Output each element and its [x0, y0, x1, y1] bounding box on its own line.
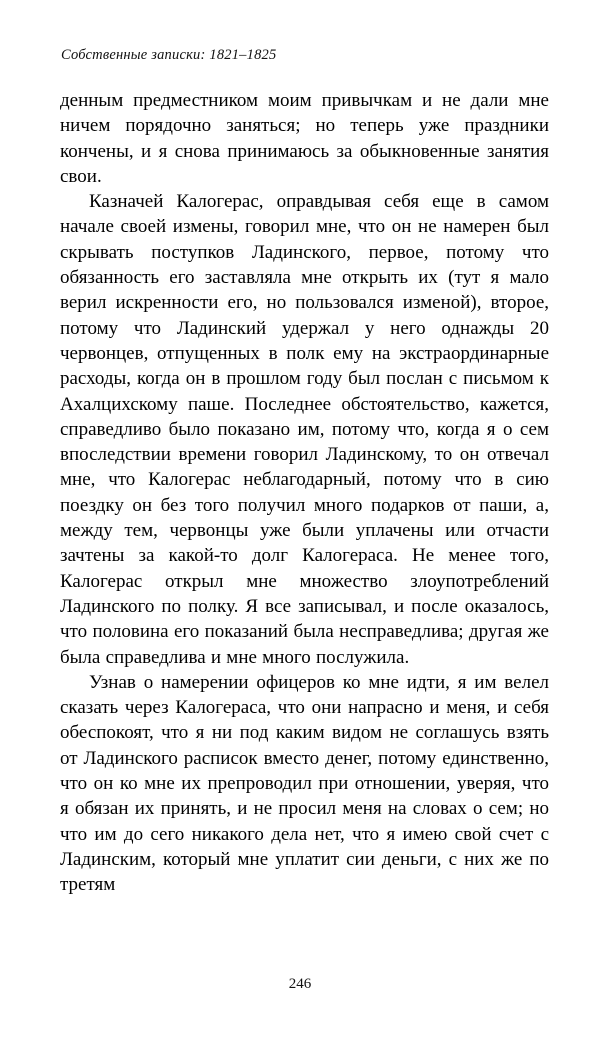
paragraph: Казначей Калогерас, оправдывая себя еще в самом начале своей измены, говорил мне, что он не намерен был скрывать поступков Ладинского, первое, потому что обязанность его заставляла мне открыть их (тут я мало верил искренности его, но пользовался изменой), второе, потому что Ладинский удержал у него однажды 20 червонцев, отпущенных в полк ему на экстраординарные расходы, когда он в прошлом году был послан с письмом к Ахалцихскому паше. Последнее обстоятельство, кажется, справедливо было показано им, потому что, когда я о сем впоследствии времени говорил Ладинскому, то он отвечал мне, что Калогерас неблагодарный, потому что в сию поездку он без того получил много подарков от паши, а, между тем, червонцы уже были уплачены или отчасти зачтены за какой-то долг Калогераса. Не менее того, Калогерас открыл мне множество злоупотреблений Ладинского по полку. Я все записывал, и после оказалось, что половина его показаний была несправедлива; другая же была справедлива и мне много послужила.: [60, 191, 549, 668]
page-number: 246: [288, 976, 312, 992]
paragraph-continuation: денным предместником моим привычкам и не дали мне ничем порядочно заняться; но теперь уже праздники кончены, и я снова принимаюсь за обыкновенные занятия свои.: [60, 90, 549, 187]
page-body: [60, 88, 549, 898]
paragraph: Узнав о намерении офицеров ко мне идти, я им велел сказать через Калогераса, что они напрасно и меня, и себя обеспокоят, что я ни под каким видом не соглашусь взять от Ладинского расписок вместо денег, потому единственно, что он ко мне их препроводил при отношении, уверяя, что я обязан их принять, и не просил меня на словах о сем; но что им до сего никакого дела нет, что я имею свой счет с Ладинским, который мне уплатит сии деньги, с них же по третям: [60, 671, 549, 896]
running-header: Собственные записки: 1821–1825: [61, 47, 277, 63]
